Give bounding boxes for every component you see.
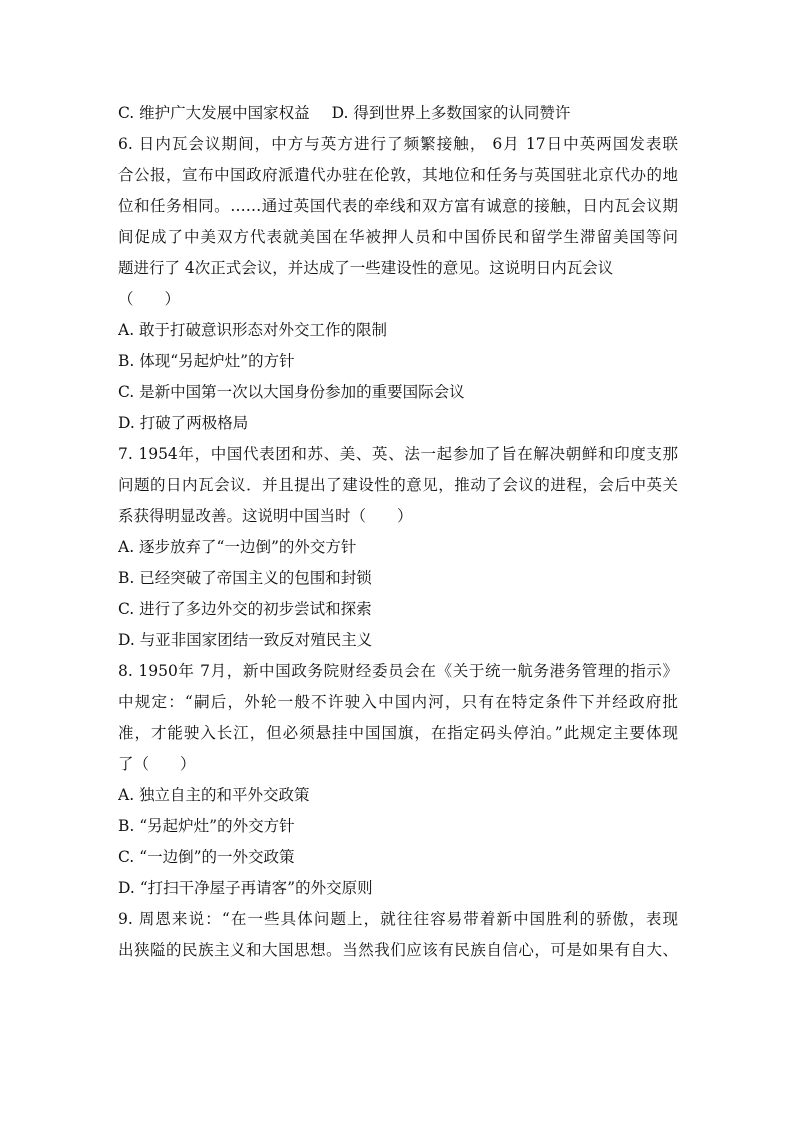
- q8-option-b: B. “另起炉灶”的外交方针: [118, 817, 295, 835]
- q8-option-a: A. 独立自主的和平外交政策: [118, 786, 310, 804]
- q8-stem-line: 准，才能驶入长江，但必须悬挂中国国旗，在指定码头停泊。”此规定主要体现: [118, 724, 678, 742]
- question-9: [118, 904, 678, 966]
- q6-stem-line: 间促成了中美双方代表就美国在华被押人员和中国侨民和留学生滞留美国等问: [118, 228, 678, 246]
- exam-page: [118, 98, 678, 966]
- q7-option-c: C. 进行了多边外交的初步尝试和探索: [118, 600, 372, 618]
- q6-stem-line: 位和任务相同。……通过英国代表的牵线和双方富有诚意的接触，日内瓦会议期: [118, 197, 678, 215]
- q5-option-c: C. 维护广大发展中国家权益: [118, 104, 310, 122]
- q8-option-c: C. “一边倒”的一外交政策: [118, 848, 295, 866]
- q6-option-b: B. 体现“另起炉灶”的方针: [118, 352, 295, 370]
- q8-stem-line: 中规定：“嗣后，外轮一般不许驶入中国内河，只有在特定条件下并经政府批: [118, 693, 678, 711]
- q6-stem-line: 6. 日内瓦会议期间，中方与英方进行了频繁接触， 6月 17日中英两国发表联: [118, 135, 678, 153]
- q6-stem-line: 题进行了 4次正式会议，并达成了一些建设性的意见。这说明日内瓦会议: [118, 259, 614, 277]
- q5-options-cd: [118, 98, 678, 129]
- q7-option-b: B. 已经突破了帝国主义的包围和封锁: [118, 569, 372, 587]
- q8-stem-line: 了（ ）: [118, 755, 196, 773]
- q6-option-c: C. 是新中国第一次以大国身份参加的重要国际会议: [118, 383, 465, 401]
- question-8: [118, 656, 678, 904]
- q5-option-d: D. 得到世界上多数国家的认同赞许: [331, 104, 571, 122]
- q9-stem-line: 出狭隘的民族主义和大国思想。当然我们应该有民族自信心，可是如果有自大、: [118, 941, 678, 959]
- q7-stem-line: 7. 1954年，中国代表团和苏、美、英、法一起参加了旨在解决朝鲜和印度支那: [118, 445, 678, 463]
- q6-option-d: D. 打破了两极格局: [118, 414, 249, 432]
- q6-answer-blank: （ ）: [118, 290, 181, 308]
- question-7: [118, 439, 678, 656]
- q8-option-d: D. “打扫干净屋子再请客”的外交原则: [118, 879, 373, 897]
- q9-stem-line: 9. 周恩来说：“在一些具体问题上，就往往容易带着新中国胜利的骄傲，表现: [118, 910, 678, 928]
- question-6: [118, 129, 678, 439]
- q7-option-d: D. 与亚非国家团结一致反对殖民主义: [118, 631, 373, 649]
- q6-stem-line: 合公报，宣布中国政府派遣代办驻在伦敦，其地位和任务与英国驻北京代办的地: [118, 166, 678, 184]
- q6-option-a: A. 敢于打破意识形态对外交工作的限制: [118, 321, 388, 339]
- q8-stem-line: 8. 1950年 7月，新中国政务院财经委员会在《关于统一航务港务管理的指示》: [118, 662, 678, 680]
- q7-stem-line: 系获得明显改善。这说明中国当时（ ）: [118, 507, 413, 525]
- q7-stem-line: 问题的日内瓦会议．并且提出了建设性的意见，推动了会议的进程，会后中英关: [118, 476, 678, 494]
- q7-option-a: A. 逐步放弃了“一边倒”的外交方针: [118, 538, 357, 556]
